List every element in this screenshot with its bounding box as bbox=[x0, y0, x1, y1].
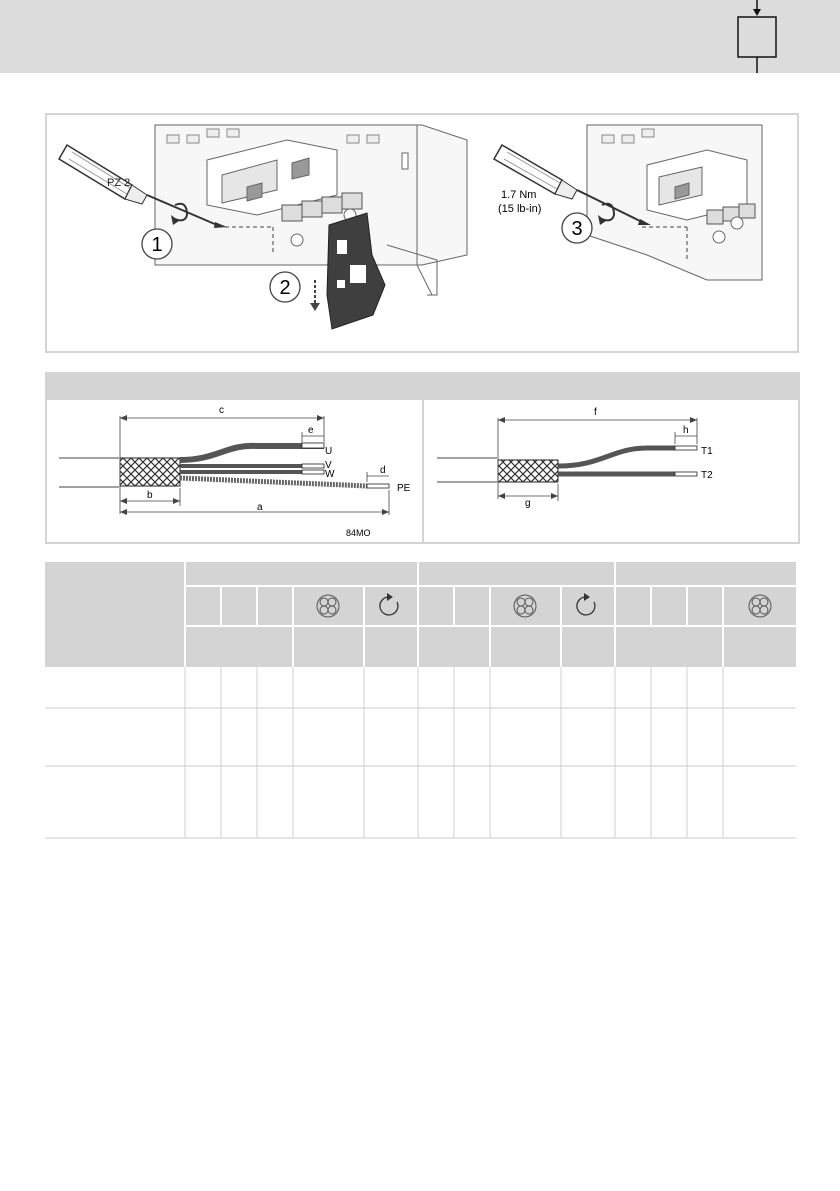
dim-b-label: b bbox=[147, 490, 153, 501]
torque-lbin-label: (15 lb-in) bbox=[498, 203, 542, 215]
step-1-label: 1 bbox=[151, 234, 163, 256]
dim-c-label: c bbox=[219, 405, 224, 416]
conductor-t1-label: T1 bbox=[701, 446, 713, 457]
motor-cable-diagram bbox=[59, 405, 411, 538]
conductor-pe-label: PE bbox=[397, 483, 411, 494]
conductor-v-label: V bbox=[325, 460, 332, 471]
conductor-w-label: W bbox=[325, 469, 335, 480]
thermal-cable-diagram bbox=[437, 407, 713, 509]
drive-housing-right bbox=[587, 125, 762, 280]
conductor-u-label: U bbox=[325, 446, 333, 457]
cable-spec-table bbox=[45, 562, 796, 840]
drive-housing-left bbox=[155, 125, 467, 295]
header-band bbox=[0, 0, 840, 73]
dim-h-label: h bbox=[683, 425, 689, 436]
terminal-block-symbol bbox=[0, 0, 840, 73]
dim-f-label: f bbox=[594, 407, 597, 418]
figure-code: 84MO bbox=[346, 528, 371, 538]
torque-nm-label: 1.7 Nm bbox=[501, 189, 537, 201]
step-3-label: 3 bbox=[571, 218, 583, 240]
dim-d-label: d bbox=[380, 465, 386, 476]
cable-stripping-panel bbox=[45, 372, 800, 544]
down-arrow-icon bbox=[310, 280, 320, 311]
dim-a-label: a bbox=[257, 502, 263, 513]
shield-mounting-illustration bbox=[45, 113, 799, 353]
dim-e-label: e bbox=[308, 425, 314, 436]
conductor-t2-label: T2 bbox=[701, 470, 713, 481]
tool-label: PZ 2 bbox=[107, 177, 131, 189]
step-2-label: 2 bbox=[279, 277, 291, 299]
dim-g-label: g bbox=[525, 498, 531, 509]
